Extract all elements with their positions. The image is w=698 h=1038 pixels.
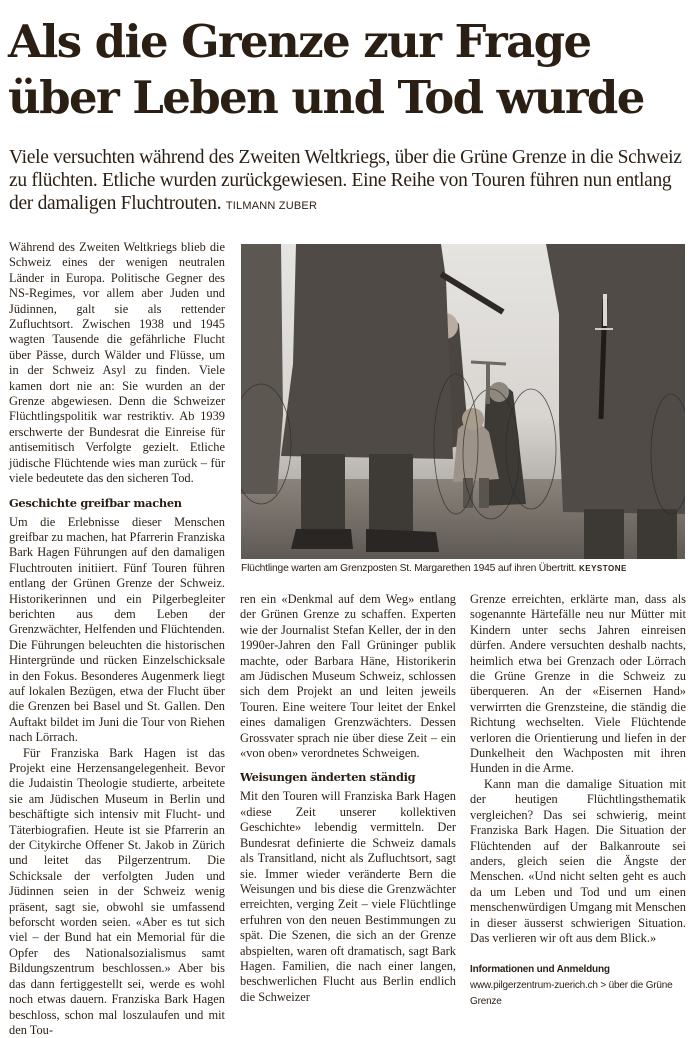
info-box	[470, 962, 686, 1010]
photo-border-crossing-image	[241, 244, 685, 559]
subheading-weisungen: Weisungen änderten ständig	[240, 770, 416, 785]
column-1	[9, 240, 225, 1038]
paragraph-fuehrungen: Um die Erlebnisse dieser Menschen greifbar zu machen, hat Pfarrerin Franziska Bark Hagen Führungen auf den damaligen Fluchtrouten initiiert. Fünf Touren führen entlang der Grünen Grenze der Schweiz. Historikerinnen und ein Pilgerbegleiter berichten aus dem Leben der Grenzwächter, Helfenden und Flüchtenden. Die Führungen beleuchten die historischen Hintergründe und rücken Einzelschicksale in den Fokus. Besonderes Augenmerk liegt auf lokalen Bezügen, etwa der Flucht über die Grenzen bei Basel und St. Gallen. Den Auftakt bildet im Juni die Tour von Riehen nach Lörrach.	[9, 514, 225, 745]
photo-caption	[241, 562, 691, 575]
headline: Als die Grenze zur Frage über Leben und Tod wurde	[8, 15, 644, 124]
photo-soldier-right-leg	[369, 454, 413, 539]
paragraph-intro: Während des Zweiten Weltkriegs blieb die Schweiz eines der wenigen neutralen Länder in Europa. Politische Gegner des NS-Regimes, vor allem aber Juden und Jüdinnen, galt sie als rettender Zufluchtsort. Zwischen 1938 und 1945 wagten Tausende die gefährliche Flucht über Pässe, durch Wälder und Flüsse, um in der Schweiz Asyl zu finden. Viele kamen dort nie an: Sie wurden an der Grenze abgewiesen. Denn die Schweizer Flüchtlingspolitik war restriktiv. Ab 1939 erschwerte der Bundesrat die Einreise für antisemitisch Verfolgte gezielt. Etliche jüdische Flüchtende wies man zurück – für viele bedeutete das den sicheren Tod.	[9, 240, 225, 486]
photo-credit: KEYSTONE	[578, 564, 627, 573]
paragraph-weisungen: Mit den Touren will Franziska Bark Hagen «diese Zeit unserer kollektiven Geschichte» lebendig vermitteln. Der Bundesrat definierte die Schweiz damals als Transitland, nicht als Zufluchtsort, sagt sie. Immer wieder veränderte Bern die Weisungen und bis diese die Grenzwächter erreichten, verging Zeit – viele Flüchtlinge erfuhren von den neuen Bestimmungen zu spät. Die Szenen, die sich an der Grenze abspielten, waren oft dramatisch, sagt Bark Hagen. Familien, die nach einer langen, beschwerlichen Flucht aus Berlin endlich die Schweizer	[240, 789, 456, 1004]
lead-text: Viele versuchten während des Zweiten Weltkriegs, über die Grüne Grenze in die Schweiz zu flüchten. Etliche wurden zurückgewiesen. Eine Reihe von Touren führen nun entlang der damaligen Fluchtrouten.	[9, 147, 682, 214]
info-link-url[interactable]: www.pilgerzentrum-zuerich.ch	[470, 980, 598, 992]
info-title: Informationen und Anmeldung	[470, 964, 610, 976]
lead-paragraph	[9, 146, 689, 218]
column-3	[470, 592, 686, 1010]
caption-text: Flüchtlinge warten am Grenzposten St. Margarethen 1945 auf ihren Übertritt.	[241, 563, 577, 574]
photo-soldier-right-coat	[546, 244, 685, 514]
column-2	[240, 592, 456, 1005]
paragraph-herzensangelegenheit: Für Franziska Bark Hagen ist das Projekt eine Herzensangelegenheit. Bevor die Judaistin Theologie studierte, arbeitete sie am Jüdischen Museum in Berlin und beschäftigte sich intensiv mit Flucht- und Täterbiografien. Heute ist sie Pfarrerin an der Citykirche Offener St. Jakob in Zürich und leitet das Pilgerzentrum. Die Schicksale der verfolgten Juden und Jüdinnen seien in der Schweiz wenig präsent, sagt sie, obwohl sie umfassend beforscht worden seien. «Aber es tut sich viel – der Bund hat ein Memorial für die Opfer des Nationalsozialismus samt Bildungszentrum beschlossen.» Aber bis das dann fertiggestellt sei, werde es wohl noch etwas dauern. Franziska Bark Hagen beschloss, schon mal loszulaufen und mit den Tou-	[9, 745, 225, 1037]
subheading-geschichte: Geschichte greifbar machen	[9, 495, 182, 510]
photo-soldier-far-left	[241, 244, 283, 494]
breadcrumb-separator-icon: >	[600, 980, 607, 992]
photo-soldier-left-coat	[281, 244, 453, 459]
info-link-target[interactable]: über die Grüne Grenze	[470, 980, 673, 1008]
paragraph-grenze-continued: Grenze erreichten, erklärte man, dass als sogenannte Härtefälle neu nur Mütter mit Kindern unter sechs Jahren einreisen dürfen. Andere versuchten deshalb nachts, heimlich etwa bei Grenzach oder Lörrach die Grüne Grenze in die Schweiz zu überqueren. An der «Eisernen Hand» verwirrten die Grenzsteine, die ständig die Richtung wechselten. Viele Flüchtende verloren die Orientierung und liefen in der Dunkelheit den Wachposten mit ihren Hunden in die Arme.	[470, 592, 686, 776]
photo-soldier-left-leg	[301, 454, 345, 539]
paragraph-vergleich: Kann man die damalige Situation mit der heutigen Flüchtlingsthematik vergleichen? Das sei schwierig, meint Franziska Bark Hagen. Die Situation der Flüchtenden auf der Balkanroute sei anders, gleich seien die Ängste der Menschen. «Und nicht selten geht es auch da um Leben und Tod und um einen menschenwürdigen Umgang mit Menschen in dieser äusserst schwierigen Situation. Das verlieren wir oft aus dem Blick.»	[470, 776, 686, 945]
author-byline: TILMANN ZUBER	[225, 200, 318, 212]
article-photo	[241, 244, 685, 559]
paragraph-denkmal-continued: ren ein «Denkmal auf dem Weg» entlang der Grünen Grenze zu schaffen. Experten wie der Journalist Stefan Keller, der in den 1990er-Jahren den Fall Grüninger publik machte, oder Barbara Häne, Historikerin am Jüdischen Museum Schweiz, schlossen sich dem Projekt an und leiten jeweils Touren. Eine weitere Tour leitet der Enkel eines damaligen Grenzwächters. Dessen Grossvater sprach nie über diese Zeit – ein «von oben» verordnetes Schweigen.	[240, 592, 456, 761]
